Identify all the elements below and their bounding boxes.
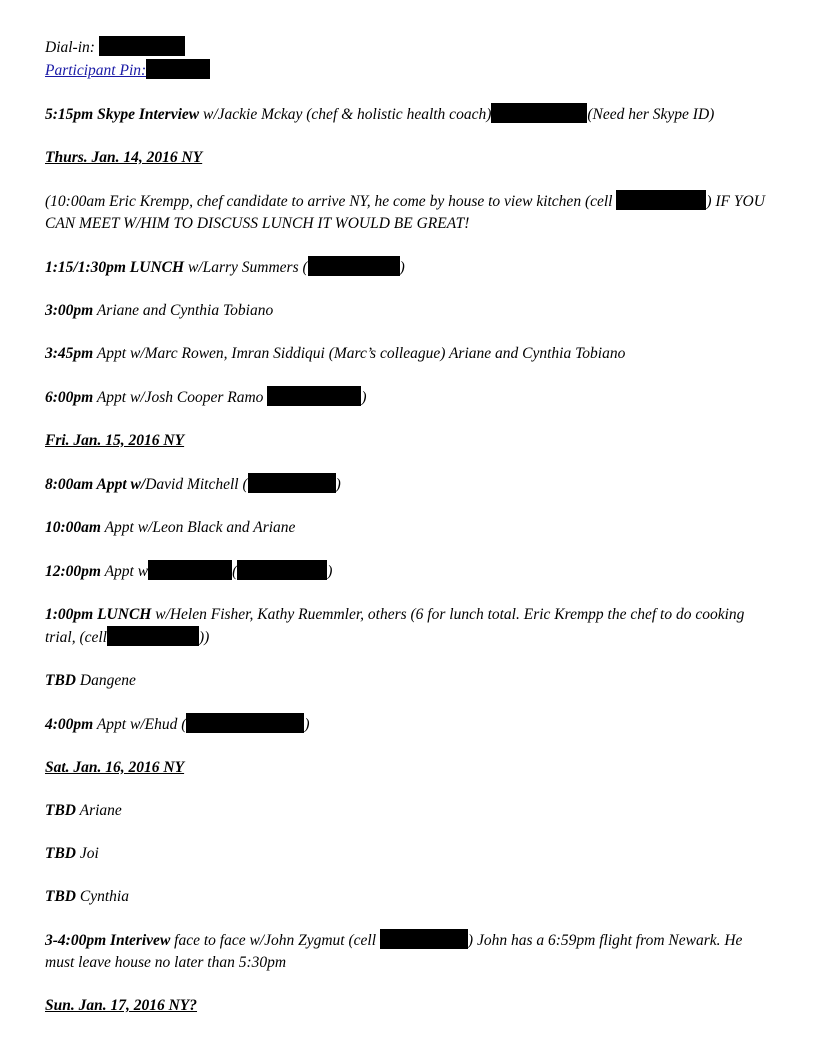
redaction-box xyxy=(267,386,361,406)
entry-time: 12:00pm xyxy=(45,563,101,580)
entry-text: Appt w/Ehud ( xyxy=(93,716,187,733)
pin-line xyxy=(45,59,775,82)
entry-1200pm xyxy=(45,560,775,583)
entry-time: 3:45pm xyxy=(45,345,94,362)
entry-tbd-joi xyxy=(45,843,775,865)
entry-text: w/Helen Fisher, Kathy Ruemmler, others (6 for lunch total. Eric Krempp the chef to do cooking trial, (cell xyxy=(45,606,745,646)
entry-400pm xyxy=(45,713,775,736)
entry-time: 4:00pm xyxy=(45,716,94,733)
entry-text: Appt w/Leon Black and Ariane xyxy=(100,519,296,536)
entry-text: (10:00am Eric Krempp, chef candidate to arrive NY, he come by house to view kitchen (cell xyxy=(45,193,617,210)
day-heading-sunday: Sun. Jan. 17, 2016 NY? xyxy=(45,997,198,1014)
entry-zygmut-interview xyxy=(45,929,775,974)
entry-text: Joi xyxy=(76,845,99,862)
entry-note: (Need her Skype ID) xyxy=(587,106,715,123)
entry-text: Ariane and Cynthia Tobiano xyxy=(93,302,274,319)
entry-text: ) xyxy=(327,563,333,580)
entry-100pm-lunch xyxy=(45,604,775,649)
entry-time: 1:00pm LUNCH xyxy=(45,606,152,623)
entry-text: Cynthia xyxy=(76,888,129,905)
entry-text: ( xyxy=(232,563,238,580)
entry-lunch-summers xyxy=(45,256,775,279)
day-heading-saturday: Sat. Jan. 16, 2016 NY xyxy=(45,759,185,776)
day-heading-thursday: Thurs. Jan. 14, 2016 NY xyxy=(45,149,203,166)
redaction-box xyxy=(491,103,587,123)
entry-1000am xyxy=(45,517,775,539)
entry-time: 1:15/1:30pm LUNCH xyxy=(45,259,185,276)
entry-800am xyxy=(45,473,775,496)
entry-time: 5:15pm Skype Interview xyxy=(45,106,200,123)
entry-600pm xyxy=(45,386,775,409)
entry-text: )) xyxy=(199,629,210,646)
entry-text: Dangene xyxy=(76,672,136,689)
entry-text: David Mitchell ( xyxy=(145,476,248,493)
participant-pin-link[interactable]: Participant Pin: xyxy=(45,62,147,79)
entry-time: 6:00pm xyxy=(45,389,94,406)
entry-krempp-arrival xyxy=(45,190,775,235)
entry-345pm xyxy=(45,343,775,365)
entry-text: ) IF YOU CAN MEET W/HIM TO DISCUSS LUNCH IT WOULD BE GREAT! xyxy=(45,193,765,232)
entry-tbd-dangene xyxy=(45,670,775,692)
redaction-box xyxy=(308,256,400,276)
dialin-line xyxy=(45,36,775,59)
entry-time: TBD xyxy=(45,802,76,819)
entry-time: TBD xyxy=(45,845,76,862)
redaction-box xyxy=(380,929,468,949)
redaction-box xyxy=(186,713,304,733)
entry-text: ) xyxy=(335,476,341,493)
redaction-box xyxy=(146,59,210,79)
entry-text: ) xyxy=(304,716,310,733)
redaction-box xyxy=(148,560,232,580)
entry-time: 3-4:00pm Interivew xyxy=(45,932,171,949)
redaction-box xyxy=(107,626,199,646)
entry-text: Appt w/Josh Cooper Ramo xyxy=(93,389,268,406)
entry-skype xyxy=(45,103,775,126)
entry-text: ) John has a 6:59pm flight from Newark. He must leave house no later than 5:30pm xyxy=(45,932,743,971)
redaction-box xyxy=(248,473,336,493)
entry-time: 3:00pm xyxy=(45,302,94,319)
entry-text: Appt w xyxy=(100,563,149,580)
day-heading-friday: Fri. Jan. 15, 2016 NY xyxy=(45,432,185,449)
entry-text: w/Larry Summers ( xyxy=(184,259,308,276)
entry-text: Ariane xyxy=(76,802,122,819)
entry-text: w/Jackie Mckay (chef & holistic health coach) xyxy=(199,106,492,123)
entry-tbd-cynthia xyxy=(45,886,775,908)
entry-time: 10:00am xyxy=(45,519,101,536)
document-page xyxy=(45,36,775,1017)
entry-text: ) xyxy=(399,259,405,276)
entry-time: TBD xyxy=(45,672,76,689)
redaction-box xyxy=(616,190,706,210)
entry-text: Appt w/Marc Rowen, Imran Siddiqui (Marc’s colleague) Ariane and Cynthia Tobiano xyxy=(93,345,626,362)
redaction-box xyxy=(237,560,327,580)
entry-time: 8:00am Appt w/ xyxy=(45,476,146,493)
entry-time: TBD xyxy=(45,888,76,905)
entry-text: face to face w/John Zygmut (cell xyxy=(170,932,380,949)
entry-text: ) xyxy=(361,389,367,406)
entry-tbd-ariane xyxy=(45,800,775,822)
entry-300pm xyxy=(45,300,775,322)
redaction-box xyxy=(99,36,185,56)
dialin-label: Dial-in: xyxy=(45,39,95,56)
